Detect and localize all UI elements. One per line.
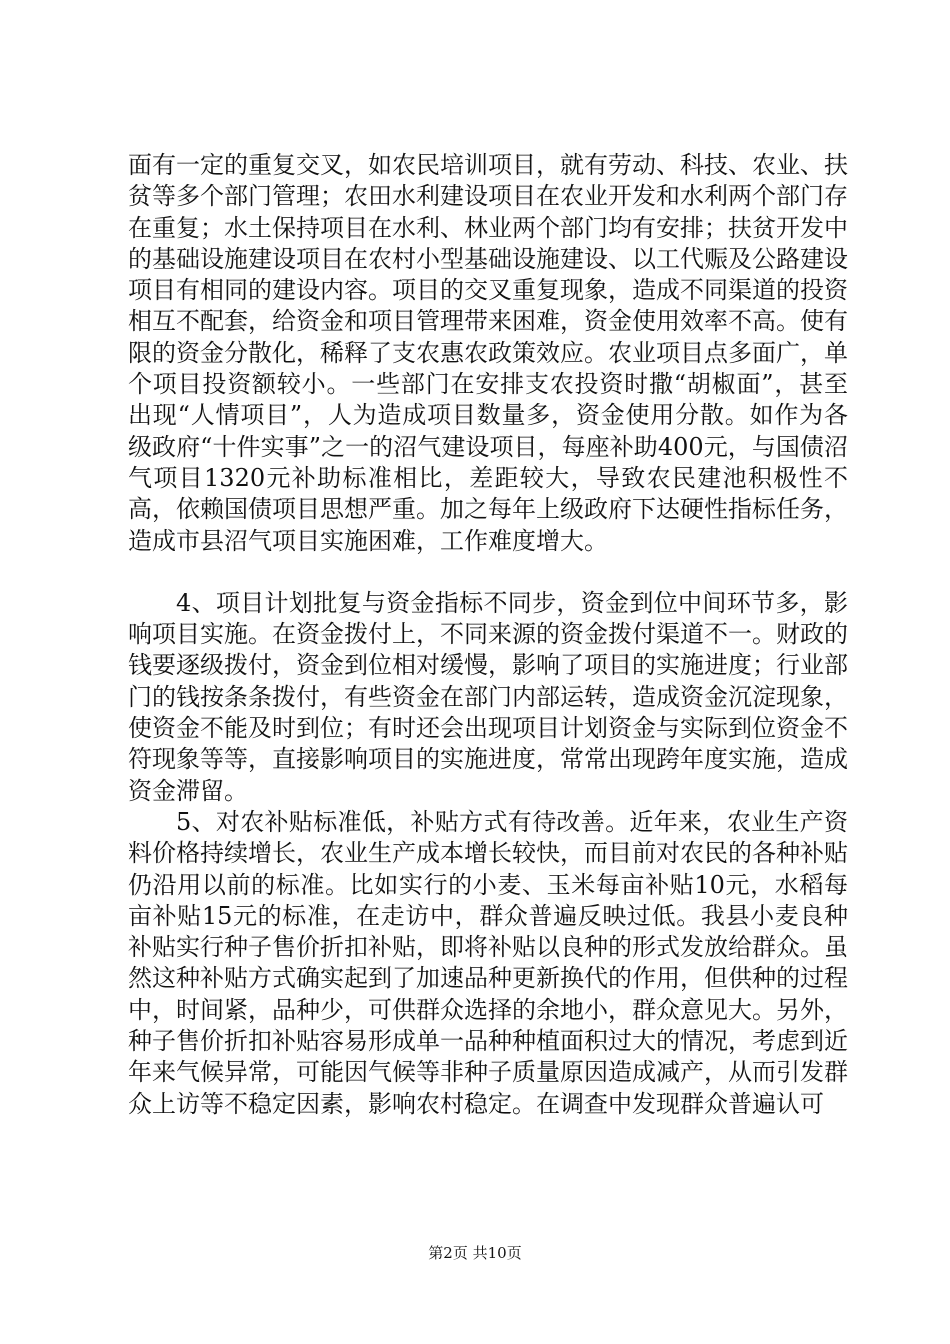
document-body [128, 150, 848, 1120]
page-footer: 第2页 共10页 [428, 1244, 522, 1262]
paragraph-item-5: 5、对农补贴标准低，补贴方式有待改善。近年来，农业生产资料价格持续增长，农业生产成本增长较快，而目前对农民的各种补贴仍沿用以前的标准。比如实行的小麦、玉米每亩补贴10元，水稻每亩补贴15元的标准，在走访中，群众普遍反映过低。我县小麦良种补贴实行种子售价折扣补贴，即将补贴以良种的形式发放给群众。虽然这种补贴方式确实起到了加速品种更新换代的作用，但供种的过程中，时间紧，品种少，可供群众选择的余地小，群众意见大。另外，种子售价折扣补贴容易形成单一品种种植面积过大的情况，考虑到近年来气候异常，可能因气候等非种子质量原因造成减产，从而引发群众上访等不稳定因素，影响农村稳定。在调查中发现群众普遍认可 [128, 807, 848, 1118]
paragraph-continued: 面有一定的重复交叉，如农民培训项目，就有劳动、科技、农业、扶贫等多个部门管理；农田水利建设项目在农业开发和水利两个部门存在重复；水土保持项目在水利、林业两个部门均有安排；扶贫开发中的基础设施建设项目在农村小型基础设施建设、以工代赈及公路建设项目有相同的建设内容。项目的交叉重复现象，造成不同渠道的投资相互不配套，给资金和项目管理带来困难，资金使用效率不高。使有限的资金分散化，稀释了支农惠农政策效应。农业项目点多面广，单个项目投资额较小。一些部门在安排支农投资时撒“胡椒面”，甚至出现“人情项目”，人为造成项目数量多，资金使用分散。如作为各级政府“十件实事”之一的沼气建设项目，每座补助400元，与国债沼气项目1320元补助标准相比，差距较大，导致农民建池积极性不高，依赖国债项目思想严重。加之每年上级政府下达硬性指标任务，造成市县沼气项目实施困难，工作难度增大。 [128, 151, 848, 555]
paragraph-item-4: 4、项目计划批复与资金指标不同步，资金到位中间环节多，影响项目实施。在资金拨付上，不同来源的资金拨付渠道不一。财政的钱要逐级拨付，资金到位相对缓慢，影响了项目的实施进度；行业部门的钱按条条拨付，有些资金在部门内部运转，造成资金沉淀现象，使资金不能及时到位；有时还会出现项目计划资金与实际到位资金不符现象等等，直接影响项目的实施进度，常常出现跨年度实施，造成资金滞留。 [128, 588, 848, 805]
paragraph-gap [128, 557, 848, 588]
